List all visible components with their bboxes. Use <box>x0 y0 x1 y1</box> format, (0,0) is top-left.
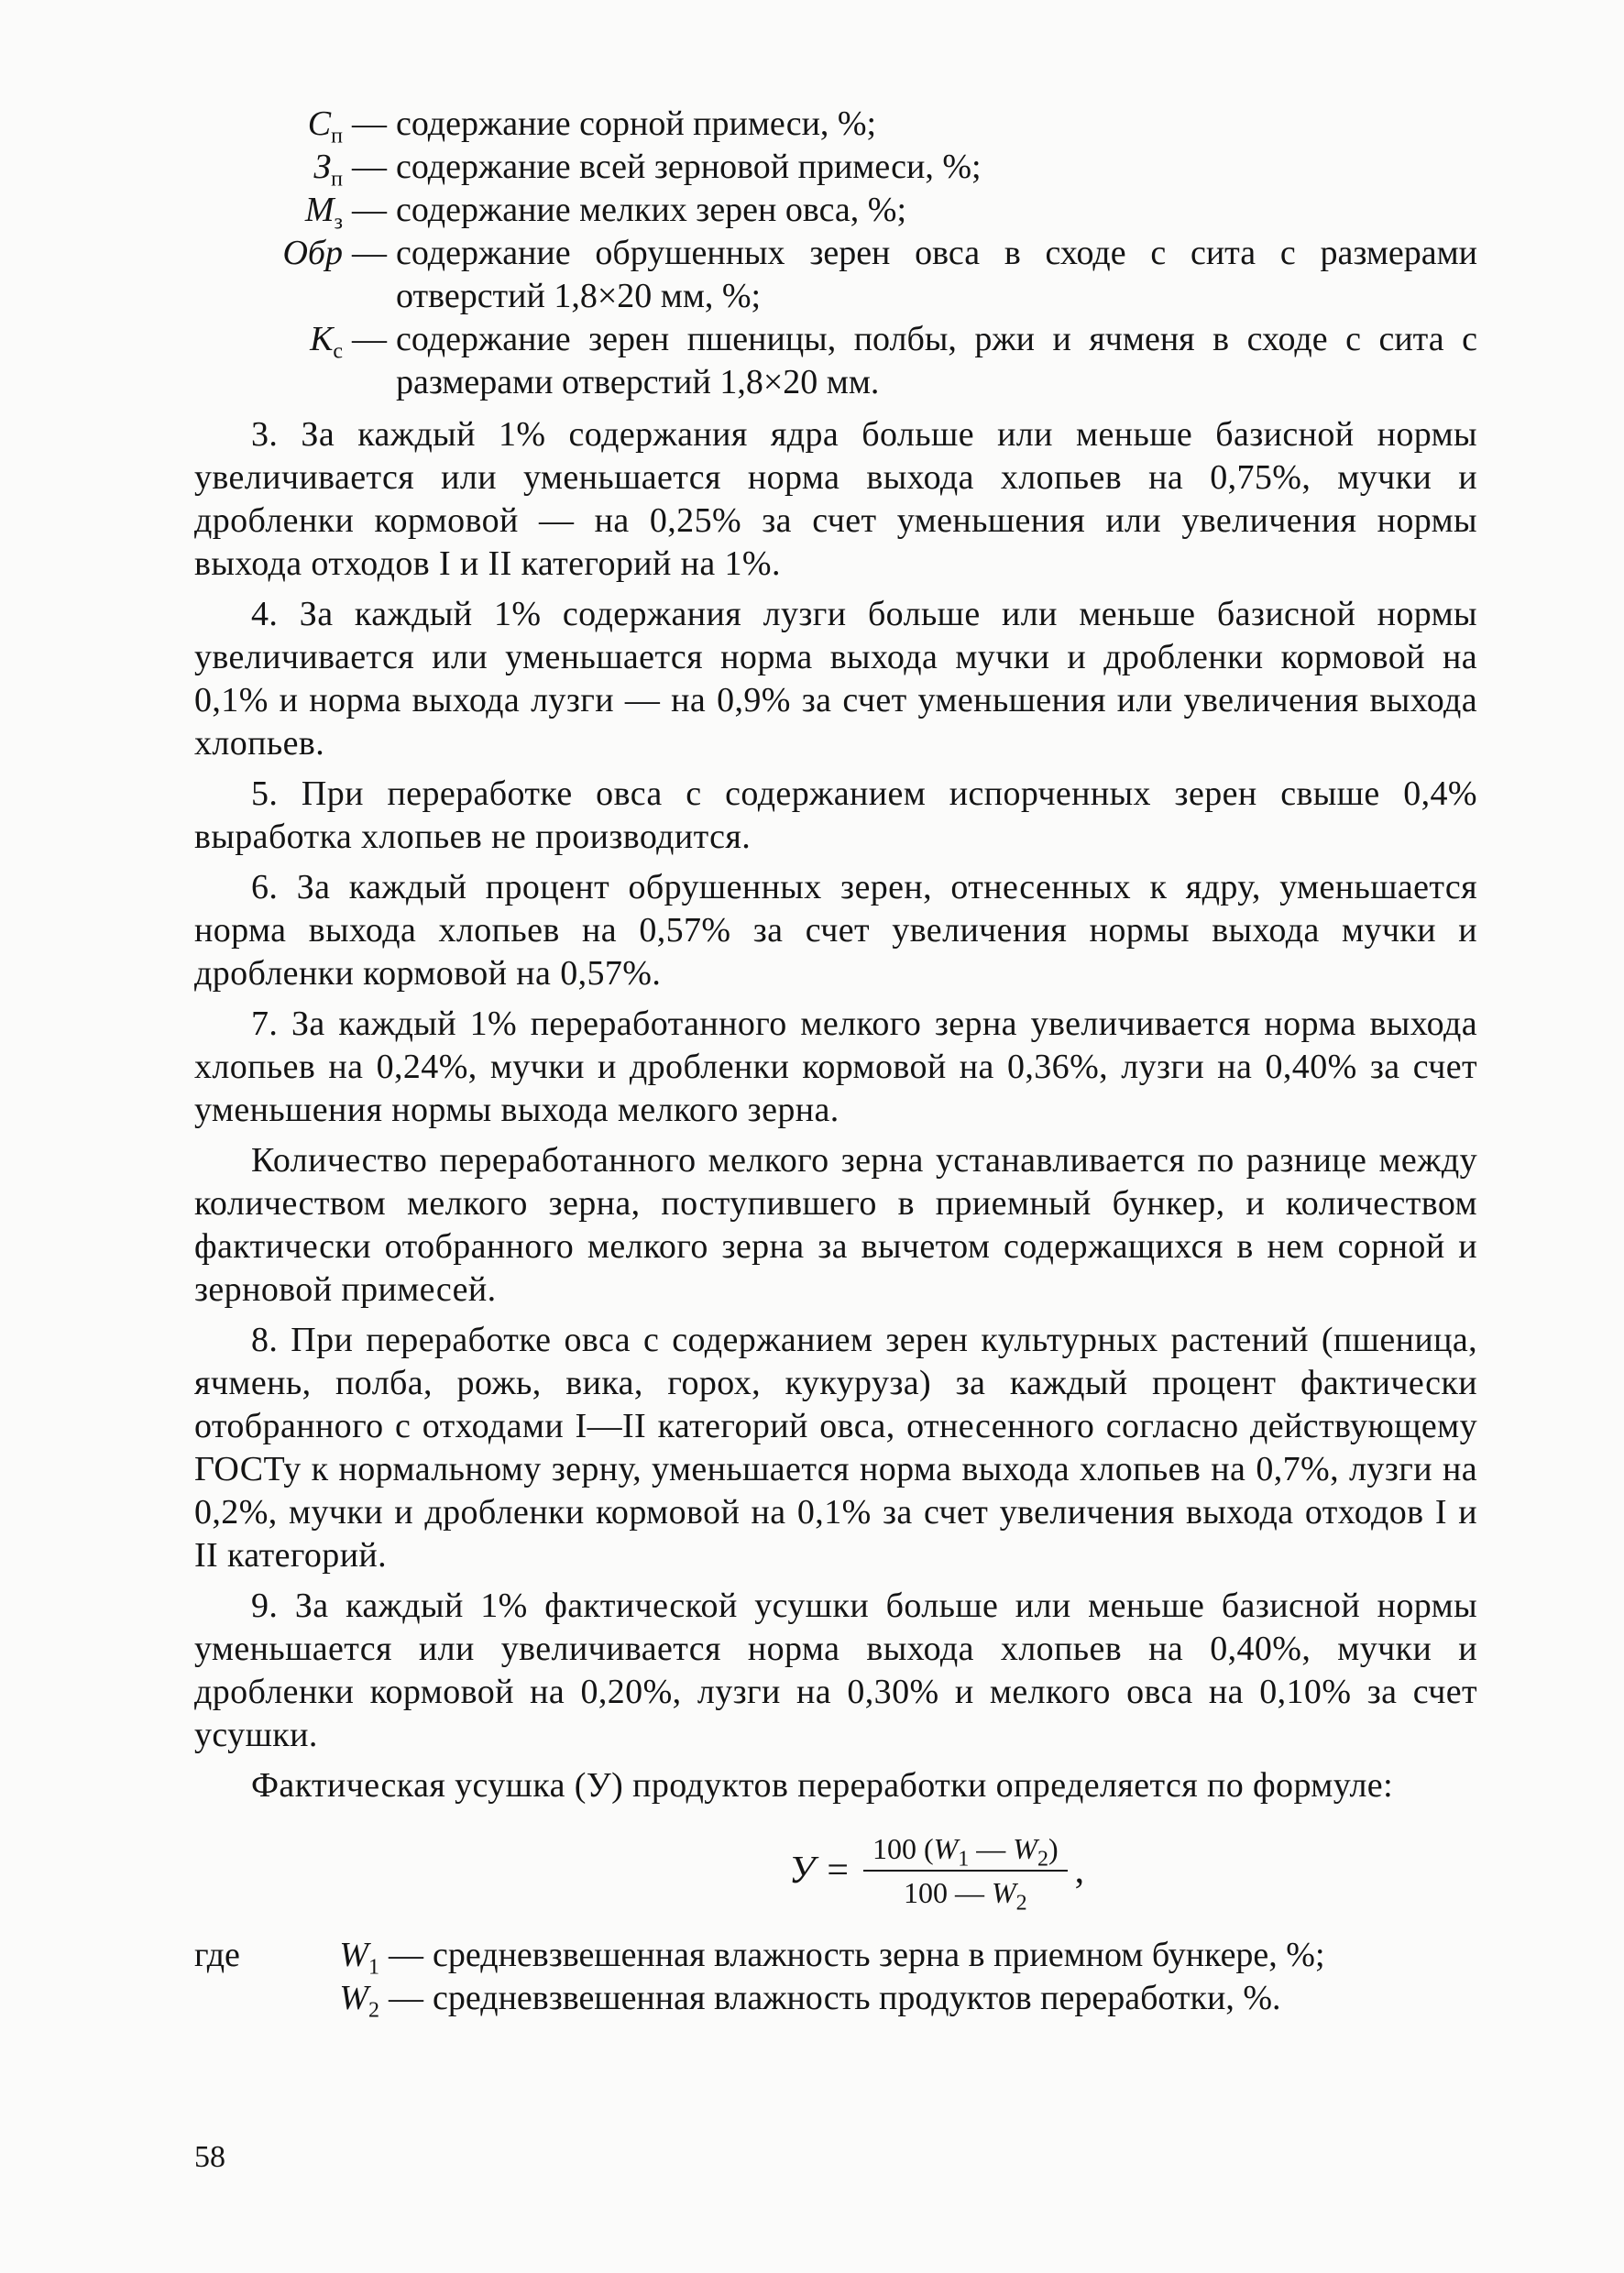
definition-text: содержание сорной примеси, %; <box>396 104 877 143</box>
definition-item <box>194 103 1477 146</box>
paragraph-formula-intro: Фактическая усушка (У) продуктов переработки определяется по формуле: <box>251 1766 1394 1805</box>
page-number: 58 <box>194 2140 225 2174</box>
definition-text: содержание мелких зерен овса, %; <box>396 191 907 229</box>
definition-dash: — <box>389 1936 423 1974</box>
definition-item <box>194 189 1477 235</box>
definition-text: средневзвешенная влажность зерна в приемном бункере, %; <box>433 1936 1325 1974</box>
definition-item <box>194 1977 1477 2023</box>
formula-comma: , <box>1074 1849 1085 1892</box>
definition-dash: — <box>352 234 387 272</box>
paragraph-4: 4. За каждый 1% содержания лузги больше или меньше базисной нормы увеличивается или уменьшается норма выхода мучки и дробленки кормовой на 0,1% и норма выхода лузги — на 0,9% за счет уменьшения или увеличения выхода хлопьев. <box>194 595 1477 763</box>
definition-symbol: $К_с$ <box>310 320 343 364</box>
definition-text: средневзвешенная влажность продуктов переработки, %. <box>433 1979 1281 2017</box>
definition-item <box>194 232 1477 318</box>
definition-dash: — <box>352 148 387 186</box>
definition-item <box>194 146 1477 192</box>
paragraph-7: 7. За каждый 1% переработанного мелкого зерна увеличивается норма выхода хлопьев на 0,24%, мучки и дробленки кормовой на 0,36%, лузги на 0,40% за счет уменьшения нормы выхода мелкого зерна. <box>194 1005 1477 1129</box>
definition-item <box>194 318 1477 404</box>
formula-fraction <box>863 1828 1068 1914</box>
definition-symbol: $З_п$ <box>313 148 343 192</box>
definition-symbol: $С_п$ <box>307 104 343 148</box>
definition-symbol: $W_2$ <box>339 1979 379 2023</box>
symbol-definitions <box>194 103 1477 404</box>
formula-variable-definitions <box>194 1934 1477 2023</box>
definition-dash: — <box>352 191 387 229</box>
definition-text: содержание обрушенных зерен овса в сходе с сита с размерами отверстий 1,8×20 мм, %; <box>396 234 1477 315</box>
definition-symbol: $М_з$ <box>304 191 343 235</box>
definition-symbol: Обр <box>282 234 343 272</box>
where-word: где <box>194 1936 240 1974</box>
definition-dash: — <box>352 320 387 358</box>
definition-text: содержание всей зерновой примеси, %; <box>396 148 982 186</box>
formula-lhs: У = <box>788 1849 850 1892</box>
paragraph-9: 9. За каждый 1% фактической усушки больше или меньше базисной нормы уменьшается или увеличивается норма выхода хлопьев на 0,40%, мучки и дробленки кормовой на 0,20%, лузги на 0,30% и мелкого овса на 0,10% за счет усушки. <box>194 1587 1477 1754</box>
definition-item <box>194 1934 1477 1980</box>
paragraph-3: 3. За каждый 1% содержания ядра больше или меньше базисной нормы увеличивается или уменьшается норма выхода хлопьев на 0,75%, мучки и дробленки кормовой — на 0,25% за счет уменьшения или увеличения нормы выхода отходов I и II категорий на 1%. <box>194 415 1477 583</box>
paragraph-5: 5. При переработке овса с содержанием испорченных зерен свыше 0,4% выработка хлопьев не производится. <box>194 774 1477 856</box>
paragraph-8: 8. При переработке овса с содержанием зерен культурных растений (пшеница, ячмень, полба, рожь, вика, горох, кукуруза) за каждый процент фактически отобранного с отходами I—II категорий овса, отнесенного согласно действующему ГОСТу к нормальному зерну, уменьшается норма выхода хлопьев на 0,7%, лузги на 0,2%, мучки и дробленки кормовой на 0,1% за счет увеличения выхода отходов I и II категорий. <box>194 1321 1477 1575</box>
definition-symbol: $W_1$ <box>339 1936 379 1980</box>
definition-dash: — <box>352 104 387 143</box>
formula-numerator: 100 ($W_1$ — $W_2$) <box>863 1828 1068 1872</box>
definition-dash: — <box>389 1979 423 2017</box>
paragraph-6: 6. За каждый процент обрушенных зерен, отнесенных к ядру, уменьшается норма выхода хлопьев на 0,57% за счет увеличения нормы выхода мучки и дробленки кормовой на 0,57%. <box>194 868 1477 993</box>
definition-text: содержание зерен пшеницы, полбы, ржи и ячменя в сходе с сита с размерами отверстий 1,8×20 мм. <box>396 320 1477 401</box>
formula-denominator: 100 — $W_2$ <box>903 1876 1027 1916</box>
paragraph-small-grain-note: Количество переработанного мелкого зерна устанавливается по разнице между количеством мелкого зерна, поступившего в приемный бункер, и количеством фактически отобранного мелкого зерна за вычетом содержащихся в нем сорной и зерновой примесей. <box>194 1141 1477 1309</box>
shrinkage-formula <box>396 1828 1477 1914</box>
